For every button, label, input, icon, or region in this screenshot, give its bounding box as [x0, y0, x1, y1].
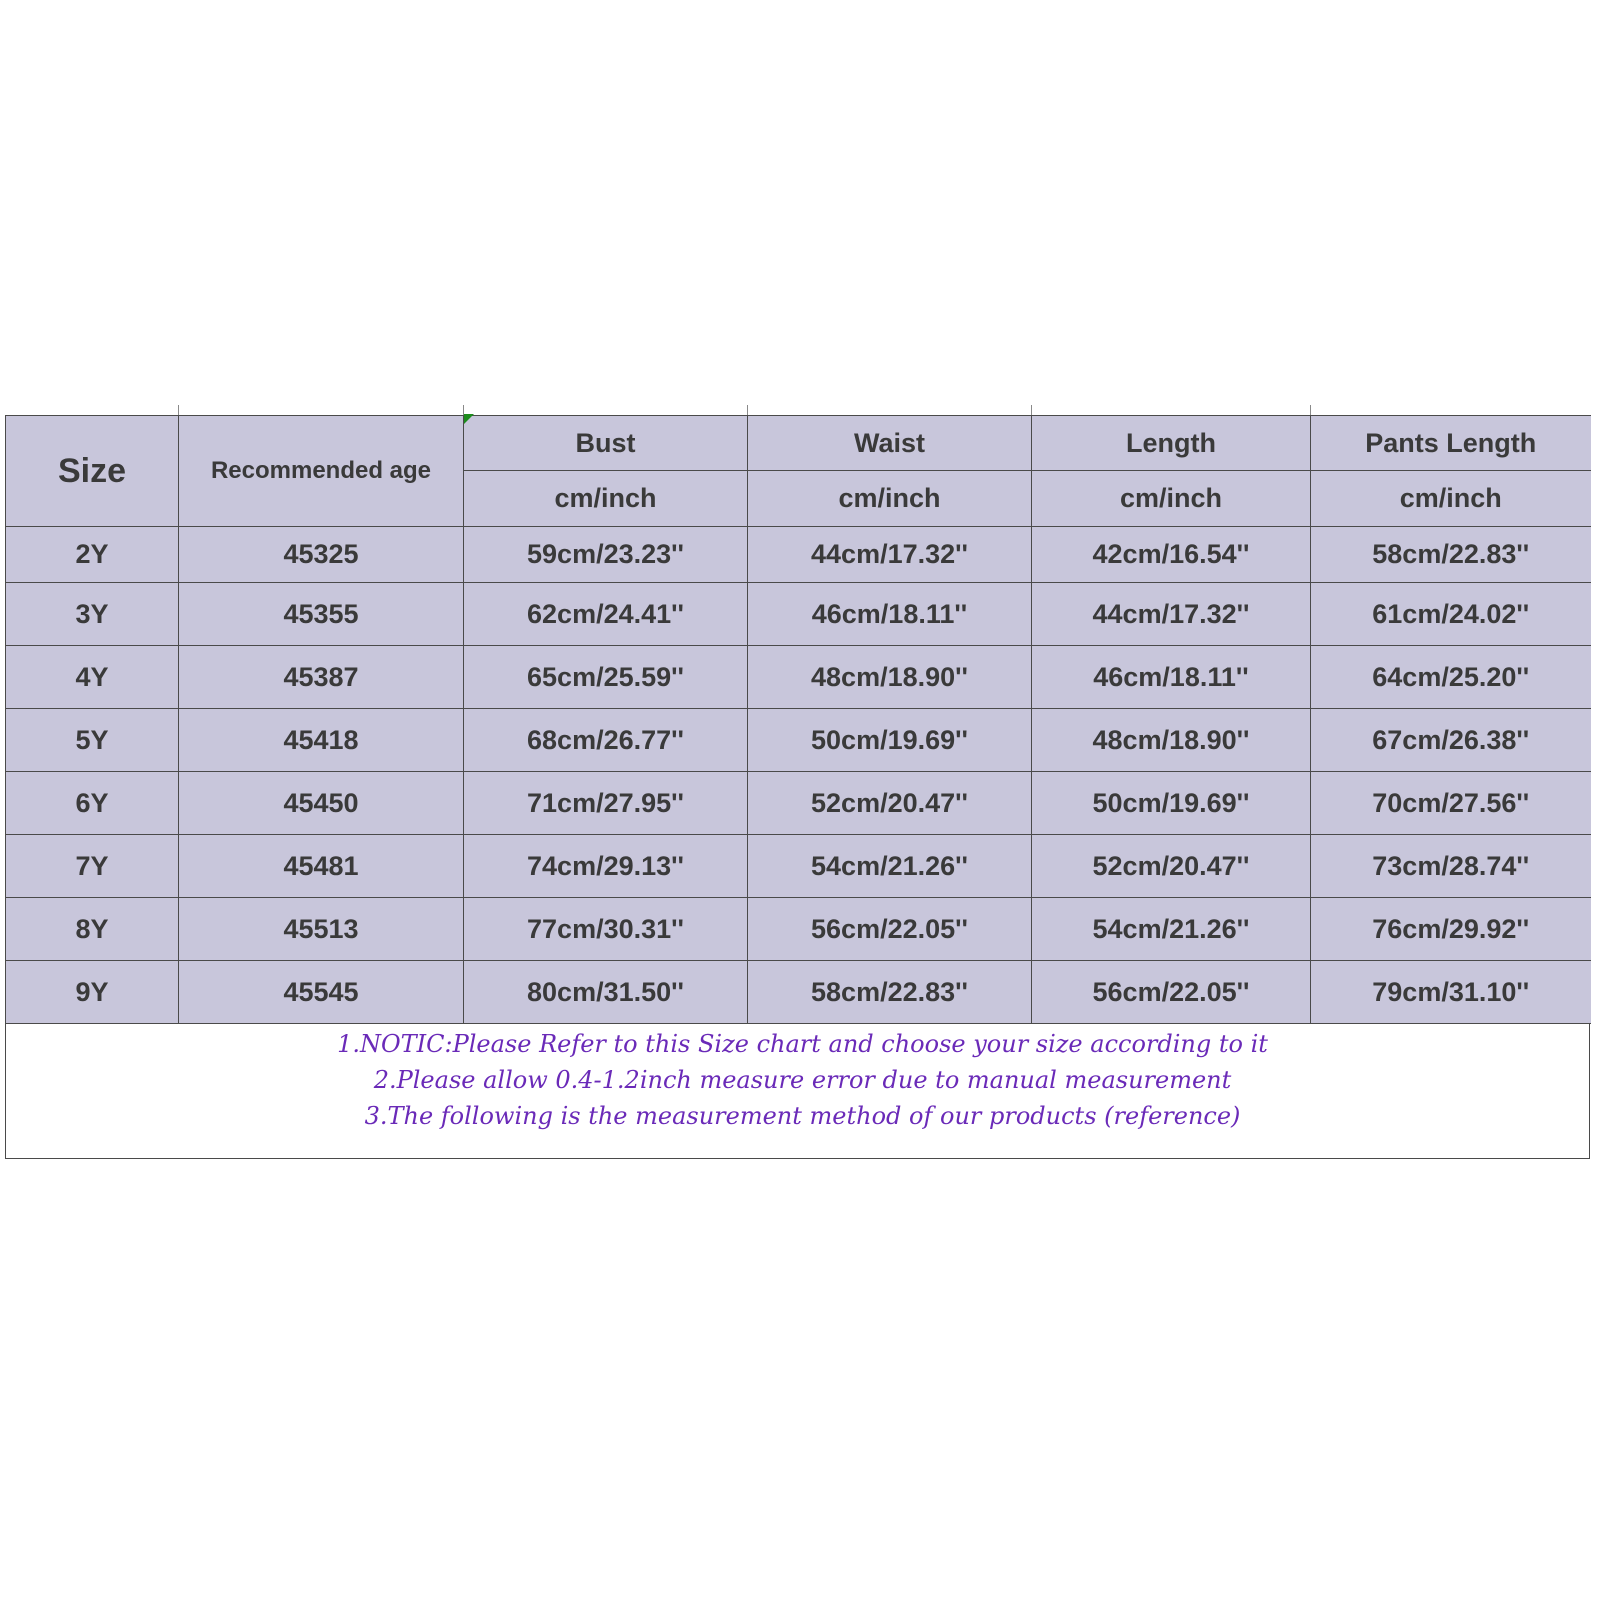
- cell-waist: 54cm/21.26'': [748, 835, 1032, 898]
- note-line: 1.NOTIC:Please Refer to this Size chart and choose your size according to it: [337, 1030, 1268, 1058]
- cell-pants-length: 73cm/28.74'': [1311, 835, 1591, 898]
- cell-size: 3Y: [6, 583, 179, 646]
- cell-pants-length: 76cm/29.92'': [1311, 898, 1591, 961]
- unit-pants-length: cm/inch: [1311, 471, 1591, 527]
- table-row: [6, 583, 1591, 646]
- cell-bust: 68cm/26.77'': [464, 709, 748, 772]
- cell-age: 45545: [179, 961, 464, 1024]
- cell-pants-length: 70cm/27.56'': [1311, 772, 1591, 835]
- size-chart: [5, 415, 1590, 1159]
- cell-bust: 65cm/25.59'': [464, 646, 748, 709]
- cell-waist: 58cm/22.83'': [748, 961, 1032, 1024]
- guide-tick: [1310, 405, 1311, 415]
- cell-bust: 71cm/27.95'': [464, 772, 748, 835]
- cell-length: 44cm/17.32'': [1032, 583, 1311, 646]
- unit-waist: cm/inch: [748, 471, 1032, 527]
- header-length: Length: [1032, 416, 1311, 471]
- table-row: [6, 527, 1591, 583]
- cell-length: 54cm/21.26'': [1032, 898, 1311, 961]
- cell-age: 45450: [179, 772, 464, 835]
- size-table: [5, 415, 1591, 1024]
- table-row: [6, 835, 1591, 898]
- cell-pants-length: 67cm/26.38'': [1311, 709, 1591, 772]
- notes-box: [5, 1024, 1589, 1159]
- cell-size: 9Y: [6, 961, 179, 1024]
- cell-age: 45325: [179, 527, 464, 583]
- cell-waist: 46cm/18.11'': [748, 583, 1032, 646]
- cell-length: 46cm/18.11'': [1032, 646, 1311, 709]
- cell-pants-length: 61cm/24.02'': [1311, 583, 1591, 646]
- cell-pants-length: 64cm/25.20'': [1311, 646, 1591, 709]
- cell-bust: 77cm/30.31'': [464, 898, 748, 961]
- note-line: 3.The following is the measurement method of our products (reference): [364, 1102, 1241, 1130]
- cell-age: 45481: [179, 835, 464, 898]
- unit-length: cm/inch: [1032, 471, 1311, 527]
- guide-tick: [1031, 405, 1032, 415]
- notes-border: [1589, 1024, 1591, 1159]
- header-size: Size: [6, 416, 179, 527]
- table-row: [6, 709, 1591, 772]
- cell-length: 56cm/22.05'': [1032, 961, 1311, 1024]
- header-pants-length: Pants Length: [1311, 416, 1591, 471]
- guide-tick: [178, 405, 179, 415]
- cell-size: 5Y: [6, 709, 179, 772]
- cell-waist: 52cm/20.47'': [748, 772, 1032, 835]
- cell-waist: 48cm/18.90'': [748, 646, 1032, 709]
- header-waist: Waist: [748, 416, 1032, 471]
- cell-waist: 44cm/17.32'': [748, 527, 1032, 583]
- cell-length: 50cm/19.69'': [1032, 772, 1311, 835]
- note-line: 2.Please allow 0.4-1.2inch measure error due to manual measurement: [373, 1066, 1232, 1094]
- table-row: [6, 646, 1591, 709]
- cell-pants-length: 58cm/22.83'': [1311, 527, 1591, 583]
- cell-bust: 59cm/23.23'': [464, 527, 748, 583]
- cell-bust: 74cm/29.13'': [464, 835, 748, 898]
- cell-size: 4Y: [6, 646, 179, 709]
- table-row: [6, 961, 1591, 1024]
- cell-size: 2Y: [6, 527, 179, 583]
- unit-bust: cm/inch: [464, 471, 748, 527]
- column-guide-ticks: [5, 405, 1590, 415]
- cell-pants-length: 79cm/31.10'': [1311, 961, 1591, 1024]
- cell-age: 45513: [179, 898, 464, 961]
- cell-bust: 62cm/24.41'': [464, 583, 748, 646]
- cell-size: 8Y: [6, 898, 179, 961]
- notes: [6, 1024, 1589, 1134]
- table-row: [6, 772, 1591, 835]
- header-bust: Bust: [464, 416, 748, 471]
- header-row: [6, 416, 1591, 471]
- cell-age: 45418: [179, 709, 464, 772]
- cell-length: 48cm/18.90'': [1032, 709, 1311, 772]
- cell-size: 7Y: [6, 835, 179, 898]
- header-recommended-age: Recommended age: [179, 416, 464, 527]
- cell-length: 52cm/20.47'': [1032, 835, 1311, 898]
- table-row: [6, 898, 1591, 961]
- guide-tick: [747, 405, 748, 415]
- cell-bust: 80cm/31.50'': [464, 961, 748, 1024]
- cell-age: 45355: [179, 583, 464, 646]
- cell-size: 6Y: [6, 772, 179, 835]
- cell-waist: 50cm/19.69'': [748, 709, 1032, 772]
- cell-length: 42cm/16.54'': [1032, 527, 1311, 583]
- cell-age: 45387: [179, 646, 464, 709]
- cell-comment-marker: [464, 414, 474, 424]
- cell-waist: 56cm/22.05'': [748, 898, 1032, 961]
